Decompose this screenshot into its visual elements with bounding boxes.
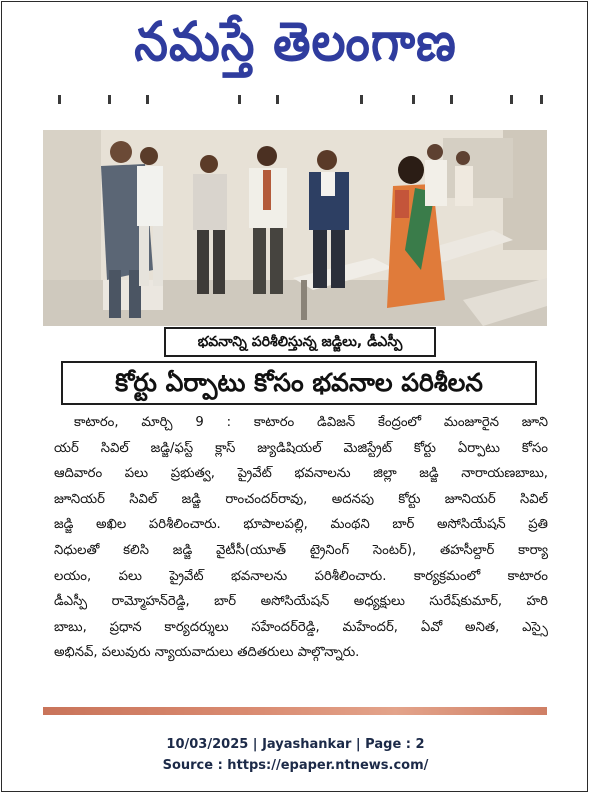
strip-mark	[510, 95, 513, 104]
article-line: నిధులతో కలిసి జడ్జి వైటీసీ(యూత్ ట్రైనింగ్ సెంటర్), తహసీల్దార్ కార్యా	[54, 542, 548, 558]
article-body	[54, 410, 548, 695]
strip-mark	[58, 95, 61, 104]
article-line: జూనియర్ సివిల్ జడ్జి రాంచందర్‌రావు, అదనపు కోర్టు జూనియర్ సివిల్	[54, 491, 548, 507]
strip-mark	[360, 95, 363, 104]
article-line: కాటారం, మార్చి 9 : కాటారం డివిజన్ కేంద్రంలో మంజూరైన జూని	[74, 415, 548, 430]
footer-date-line: 10/03/2025 | Jayashankar | Page : 2	[166, 737, 425, 752]
strip-mark	[450, 95, 453, 104]
article-line: లయం, పలు ప్రైవేట్ భవనాలను పరిశీలించారు. కార్యక్రమంలో కాటారం	[54, 568, 548, 584]
article-line: ఆదివారం పలు ప్రభుత్వ, ప్రైవేట్ భవనాలను జిల్లా జడ్జి నారాయణబాబు,	[54, 466, 548, 482]
photo-illustration	[43, 130, 547, 326]
article-line: అభినవ్, పలువురు న్యాయవాదులు తదితరులు పాల్గొన్నారు.	[54, 645, 360, 661]
masthead	[0, 6, 591, 78]
news-photo	[43, 130, 547, 326]
footer-source-line: Source : https://epaper.ntnews.com/	[162, 758, 429, 773]
clipped-image-strip	[43, 707, 547, 715]
article-line: యర్ సివిల్ జడ్జి/ఫస్ట్ క్లాస్ జ్యుడిషియల్ మెజిస్ట్రేట్ కోర్టు ఏర్పాటు కోసం	[54, 440, 548, 456]
article-headline: కోర్టు ఏర్పాటు కోసం భవనాల పరిశీలన	[61, 361, 537, 405]
newspaper-logo: నమస్తే తెలంగాణ	[134, 10, 457, 74]
article-line: జడ్జి అఖిల పరిశీలించారు. భూపాలపల్లి, మంథని బార్ అసోసియేషన్ ప్రతి	[54, 517, 548, 533]
strip-mark	[276, 95, 279, 104]
strip-mark	[412, 95, 415, 104]
article-line: డీఎస్పీ రామ్మోహన్‌రెడ్డి, బార్ అసోసియేషన్ అధ్యక్షులు సురేష్‌కుమార్, హరి	[54, 594, 548, 610]
strip-mark	[238, 95, 241, 104]
strip-mark	[108, 95, 111, 104]
strip-mark	[146, 95, 149, 104]
article-line: బాబు, ప్రధాన కార్యదర్శులు సహేందర్‌రెడ్డి, మహేందర్, ఏవో అనిత, ఎస్సై	[54, 619, 548, 635]
clipped-text-strip	[40, 92, 550, 106]
photo-caption: భవనాన్ని పరిశీలిస్తున్న జడ్జిలు, డీఎస్పీ	[164, 327, 436, 357]
strip-mark	[540, 95, 543, 104]
